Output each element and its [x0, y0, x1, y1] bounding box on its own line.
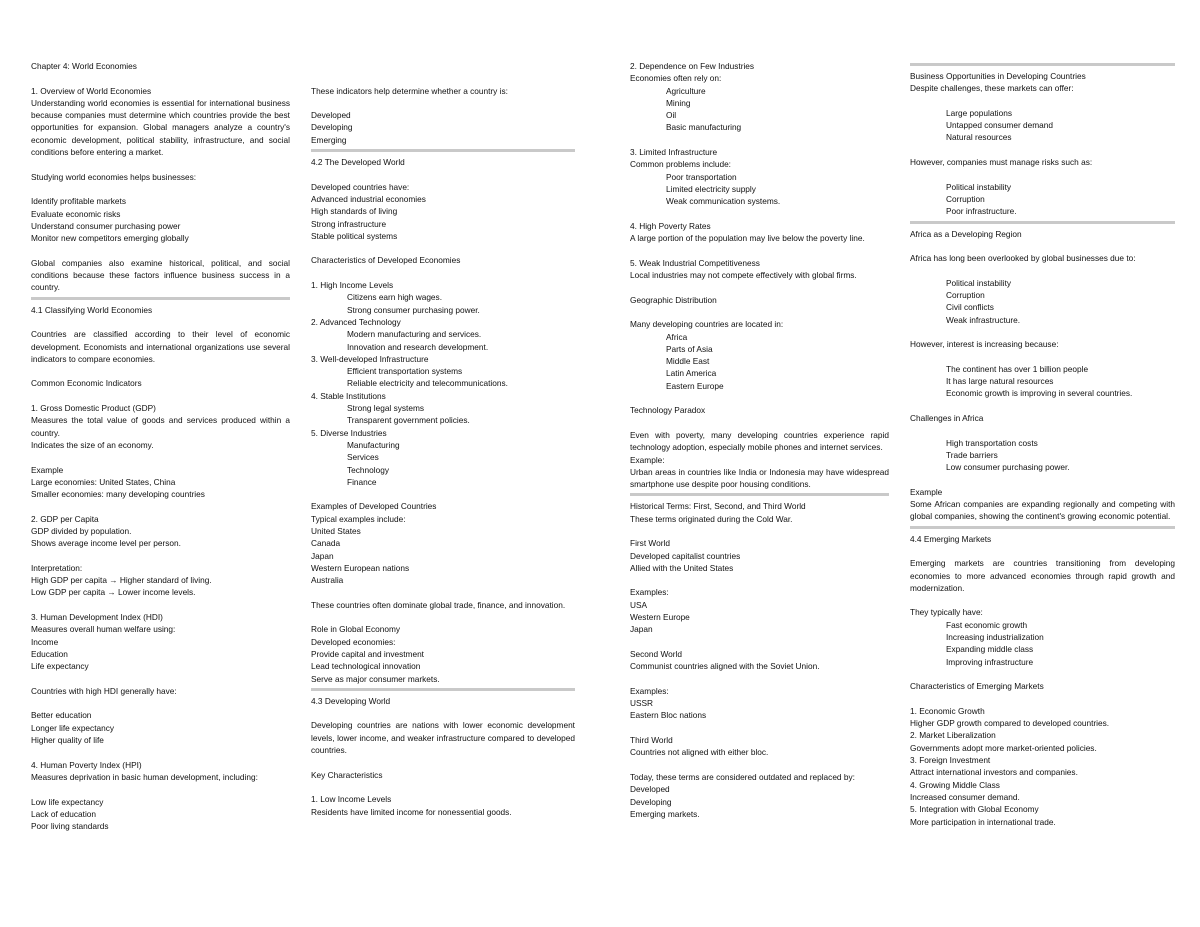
text-line: Characteristics of Emerging Markets	[910, 681, 1044, 692]
text-line: Indicates the size of an economy.	[31, 439, 154, 450]
text-line: Longer life expectancy	[31, 722, 115, 733]
paragraph: Developing countries are nations with lower economic development levels, lower income, and weaker infrastructure compared to developed countries.	[311, 720, 575, 756]
section-divider	[311, 149, 575, 152]
text-line: 4.3 Developing World	[311, 695, 391, 706]
text-line: Examples:	[630, 587, 669, 598]
blank-line	[311, 267, 575, 279]
list-item: Trade barriers	[946, 449, 998, 460]
list-item: Transparent government policies.	[347, 415, 470, 426]
text-line: Countries not aligned with either bloc.	[630, 747, 769, 758]
blank-line	[910, 424, 1175, 436]
text-line: Africa has long been overlooked by global businesses due to:	[910, 253, 1136, 264]
list-item: Untapped consumer demand	[946, 120, 1054, 131]
blank-line	[31, 183, 290, 195]
text-line: Developed countries have:	[311, 181, 410, 192]
text-line: Examples of Developed Countries	[311, 501, 437, 512]
list-item: Latin America	[666, 368, 717, 379]
text-line: Technology Paradox	[630, 405, 706, 416]
text-line: Monitor new competitors emerging globally	[31, 233, 189, 244]
text-line: Attract international investors and companies.	[910, 767, 1078, 778]
text-line: Governments adopt more market-oriented policies.	[910, 742, 1097, 753]
list-item: Strong consumer purchasing power.	[347, 304, 480, 315]
text-line: Studying world economies helps businesses:	[31, 171, 197, 182]
text-line: 5. Integration with Global Economy	[910, 804, 1039, 815]
list-item: Economic growth is improving in several countries.	[946, 388, 1133, 399]
section-divider	[31, 297, 290, 300]
list-item: Limited electricity supply	[666, 183, 756, 194]
text-line: Common Economic Indicators	[31, 378, 142, 389]
text-line: Western Europe	[630, 612, 690, 623]
blank-line	[31, 500, 290, 512]
text-line: Economies often rely on:	[630, 73, 722, 84]
text-line: GDP divided by population.	[31, 525, 132, 536]
text-line: Better education	[31, 710, 92, 721]
text-line: Interpretation:	[31, 562, 83, 573]
list-item: Fast economic growth	[946, 619, 1028, 630]
text-line: Higher GDP growth compared to developed countries.	[910, 718, 1110, 729]
blank-line	[910, 264, 1175, 276]
text-line: Challenges in Africa	[910, 413, 984, 424]
text-line: Provide capital and investment	[311, 648, 424, 659]
paragraph: Emerging markets are countries transitioning from developing economies to more advanced economies through rapid growth and modernization.	[910, 558, 1175, 593]
text-line: Stable political systems	[311, 230, 398, 241]
paragraph: Even with poverty, many developing countries experience rapid technology adoption, especially mobile phones and internet services.	[630, 429, 889, 453]
paragraph: Some African companies are expanding regionally and competing with global companies, showing the continent's growing economic potential.	[910, 499, 1175, 522]
text-line: Local industries may not compete effectively with global firms.	[630, 270, 857, 281]
text-line: Developing	[311, 122, 353, 133]
section-divider	[630, 493, 889, 496]
text-line: High standards of living	[311, 206, 398, 217]
list-item: Parts of Asia	[666, 343, 713, 354]
text-line: Advanced industrial economies	[311, 193, 426, 204]
blank-line	[311, 756, 575, 768]
blank-line	[910, 400, 1175, 412]
list-item: Increasing industrialization	[946, 632, 1044, 643]
text-line: First World	[630, 538, 670, 549]
text-line: High GDP per capita → Higher standard of living.	[31, 575, 212, 586]
list-item: Mining	[666, 97, 691, 108]
list-item: Natural resources	[946, 132, 1012, 143]
blank-line	[910, 474, 1175, 486]
paragraph: Measures the total value of goods and services produced within a country.	[31, 415, 290, 438]
list-item: Civil conflicts	[946, 302, 994, 313]
blank-line	[311, 586, 575, 598]
text-line: Developed capitalist countries	[630, 550, 741, 561]
column-3	[630, 60, 889, 820]
blank-line	[311, 707, 575, 719]
text-line: However, companies must manage risks such as:	[910, 157, 1093, 168]
blank-line	[630, 244, 889, 256]
text-line: 5. Diverse Industries	[311, 427, 387, 438]
list-item: Improving infrastructure	[946, 656, 1034, 667]
list-item: High transportation costs	[946, 437, 1038, 448]
list-item: Citizens earn high wages.	[347, 292, 443, 303]
blank-line	[31, 697, 290, 709]
blank-line	[31, 316, 290, 328]
text-line: 4.4 Emerging Markets	[910, 533, 992, 544]
blank-line	[910, 594, 1175, 606]
text-line: Low life expectancy	[31, 796, 104, 807]
blank-line	[31, 746, 290, 758]
text-line: Chapter 4: World Economies	[31, 61, 137, 71]
text-line: Common problems include:	[630, 159, 731, 170]
text-line: Example	[910, 486, 943, 497]
blank-line	[630, 134, 889, 146]
blank-line	[630, 759, 889, 771]
blank-line	[31, 599, 290, 611]
text-line: 2. Dependence on Few Industries	[630, 61, 755, 71]
text-line: Canada	[311, 538, 341, 549]
text-line: Second World	[630, 648, 682, 659]
text-line: Despite challenges, these markets can offer:	[910, 83, 1074, 94]
text-line: Large economies: United States, China	[31, 476, 176, 487]
blank-line	[31, 451, 290, 463]
blank-line	[630, 722, 889, 734]
blank-line	[910, 693, 1175, 705]
text-line: 1. High Income Levels	[311, 280, 394, 291]
text-line: Income	[31, 636, 59, 647]
text-line: Allied with the United States	[630, 562, 734, 573]
text-line: 3. Human Development Index (HDI)	[31, 612, 163, 623]
text-line: USA	[630, 599, 648, 610]
blank-line	[31, 365, 290, 377]
text-line: Identify profitable markets	[31, 196, 126, 207]
text-line: 1. Overview of World Economies	[31, 85, 152, 96]
list-item: Large populations	[946, 107, 1012, 118]
list-item: Africa	[666, 331, 688, 342]
blank-line	[910, 326, 1175, 338]
list-item: Poor infrastructure.	[946, 206, 1017, 217]
list-item: Weak infrastructure.	[946, 314, 1021, 325]
list-item: Low consumer purchasing power.	[946, 462, 1070, 473]
list-item: Finance	[347, 476, 377, 487]
blank-line	[910, 95, 1175, 107]
text-line: More participation in international trade.	[910, 816, 1056, 827]
blank-line	[630, 306, 889, 318]
text-line: Western European nations	[311, 562, 410, 573]
paragraph: These countries often dominate global trade, finance, and innovation.	[311, 599, 566, 610]
text-line: Key Characteristics	[311, 769, 383, 780]
paragraph: A large portion of the population may live below the poverty line.	[630, 233, 865, 244]
list-item: Strong legal systems	[347, 403, 425, 414]
text-line: 3. Foreign Investment	[910, 755, 991, 766]
text-line: Typical examples include:	[311, 513, 406, 524]
text-line: 2. Market Liberalization	[910, 730, 996, 741]
text-line: They typically have:	[910, 607, 983, 618]
paragraph: Global companies also examine historical, political, and social conditions because these factors influence business success in a country.	[31, 257, 290, 293]
blank-line	[311, 781, 575, 793]
list-item: Manufacturing	[347, 439, 400, 450]
blank-line	[311, 611, 575, 623]
list-item: Eastern Europe	[666, 380, 724, 391]
text-line: 4. Growing Middle Class	[910, 779, 1000, 790]
blank-line	[311, 60, 575, 72]
text-line: Geographic Distribution	[630, 294, 717, 305]
column-1	[31, 60, 290, 832]
text-line: United States	[311, 525, 361, 536]
list-item: Corruption	[946, 290, 985, 301]
text-line: Developed economies:	[311, 636, 396, 647]
text-line: Emerging	[311, 134, 347, 145]
text-line: 2. Advanced Technology	[311, 316, 401, 327]
list-item: Corruption	[946, 193, 985, 204]
list-item: Weak communication systems.	[666, 196, 781, 207]
blank-line	[910, 545, 1175, 557]
blank-line	[630, 417, 889, 429]
text-line: Lead technological innovation	[311, 661, 421, 672]
column-4	[910, 60, 1175, 828]
text-line: These indicators help determine whether a country is:	[311, 85, 508, 96]
text-line: Shows average income level per person.	[31, 538, 181, 549]
text-line: Eastern Bloc nations	[630, 710, 707, 721]
section-divider	[910, 63, 1175, 66]
text-line: 1. Gross Domestic Product (GDP)	[31, 403, 156, 414]
list-item: Services	[347, 452, 379, 463]
text-line: 4. High Poverty Rates	[630, 220, 711, 231]
text-line: Today, these terms are considered outdated and replaced by:	[630, 771, 855, 782]
list-item: Political instability	[946, 181, 1012, 192]
text-line: Example:	[630, 454, 665, 465]
text-line: Evaluate economic risks	[31, 208, 121, 219]
paragraph: Understanding world economies is essential for international business because companies must determine which countries provide the best opportunities for expansion. Global managers analyze a country's economic development, political stability, infrastructure, and social conditions before entering a market.	[31, 97, 290, 158]
text-line: Historical Terms: First, Second, and Third World	[630, 501, 806, 512]
blank-line	[630, 525, 889, 537]
text-line: Low GDP per capita → Lower income levels.	[31, 587, 196, 598]
list-item: Reliable electricity and telecommunications.	[347, 378, 508, 389]
text-line: Characteristics of Developed Economies	[311, 255, 461, 266]
text-line: Example	[31, 464, 64, 475]
text-line: 3. Well-developed Infrastructure	[311, 353, 429, 364]
text-line: Japan	[311, 550, 334, 561]
text-line: Australia	[311, 575, 344, 586]
text-line: Role in Global Economy	[311, 624, 401, 635]
text-line: 4. Human Poverty Index (HPI)	[31, 759, 142, 770]
blank-line	[910, 668, 1175, 680]
text-line: Lack of education	[31, 808, 97, 819]
list-item: Basic manufacturing	[666, 122, 742, 133]
blank-line	[311, 168, 575, 180]
list-item: Modern manufacturing and services.	[347, 329, 482, 340]
paragraph: Countries are classified according to their level of economic development. Economists and international organizations use several indicators to compare economies.	[31, 329, 290, 364]
list-item: The continent has over 1 billion people	[946, 363, 1089, 374]
list-item: Expanding middle class	[946, 644, 1034, 655]
list-item: Agriculture	[666, 85, 706, 96]
text-line: However, interest is increasing because:	[910, 339, 1059, 350]
text-line: 2. GDP per Capita	[31, 513, 99, 524]
blank-line	[311, 488, 575, 500]
text-line: 4.1 Classifying World Economies	[31, 304, 153, 315]
blank-line	[910, 240, 1175, 252]
blank-line	[630, 636, 889, 648]
text-line: Serve as major consumer markets.	[311, 673, 440, 684]
blank-line	[311, 242, 575, 254]
blank-line	[31, 550, 290, 562]
blank-line	[630, 281, 889, 293]
list-item: Oil	[666, 110, 677, 121]
blank-line	[630, 208, 889, 220]
blank-line	[31, 158, 290, 170]
text-line: Developing	[630, 796, 672, 807]
section-divider	[311, 688, 575, 691]
blank-line	[630, 574, 889, 586]
text-line: Life expectancy	[31, 661, 89, 672]
text-line: Africa as a Developing Region	[910, 228, 1022, 239]
blank-line	[910, 351, 1175, 363]
text-line: 1. Economic Growth	[910, 705, 985, 716]
blank-line	[311, 97, 575, 109]
column-2	[311, 60, 575, 818]
text-line: Understand consumer purchasing power	[31, 220, 181, 231]
text-line: Japan	[630, 624, 653, 635]
text-line: Emerging markets.	[630, 808, 700, 819]
text-line: 1. Low Income Levels	[311, 794, 392, 805]
list-item: Middle East	[666, 356, 710, 367]
list-item: It has large natural resources	[946, 376, 1054, 387]
text-line: Measures overall human welfare using:	[31, 624, 176, 635]
list-item: Efficient transportation systems	[347, 366, 463, 377]
text-line: 4.2 The Developed World	[311, 157, 405, 168]
text-line: These terms originated during the Cold War.	[630, 513, 793, 524]
blank-line	[31, 783, 290, 795]
list-item: Poor transportation	[666, 171, 737, 182]
text-line: Developed	[630, 784, 670, 795]
text-line: Developed	[311, 110, 351, 121]
text-line: 3. Limited Infrastructure	[630, 147, 718, 158]
text-line: Increased consumer demand.	[910, 791, 1020, 802]
blank-line	[31, 390, 290, 402]
text-line: Third World	[630, 735, 673, 746]
section-divider	[910, 526, 1175, 529]
section-divider	[910, 221, 1175, 224]
blank-line	[31, 244, 290, 256]
blank-line	[630, 392, 889, 404]
list-item: Political instability	[946, 277, 1012, 288]
list-item: Innovation and research development.	[347, 341, 489, 352]
blank-line	[910, 144, 1175, 156]
text-line: Education	[31, 648, 68, 659]
text-line: Smaller economies: many developing countries	[31, 489, 205, 500]
blank-line	[910, 168, 1175, 180]
text-line: Strong infrastructure	[311, 218, 387, 229]
text-line: 4. Stable Institutions	[311, 390, 386, 401]
text-line: USSR	[630, 698, 654, 709]
list-item: Technology	[347, 464, 389, 475]
text-line: Measures deprivation in basic human development, including:	[31, 771, 258, 782]
text-line: Many developing countries are located in:	[630, 319, 784, 330]
text-line: Poor living standards	[31, 821, 109, 832]
blank-line	[31, 72, 290, 84]
text-line: Higher quality of life	[31, 735, 104, 746]
paragraph: Urban areas in countries like India or Indonesia may have widespread smartphone use despite poor housing conditions.	[630, 466, 889, 490]
blank-line	[311, 72, 575, 84]
blank-line	[630, 673, 889, 685]
text-line: Examples:	[630, 685, 669, 696]
text-line: Communist countries aligned with the Soviet Union.	[630, 661, 820, 672]
text-line: Residents have limited income for nonessential goods.	[311, 806, 512, 817]
text-line: Countries with high HDI generally have:	[31, 685, 177, 696]
blank-line	[31, 673, 290, 685]
text-line: Business Opportunities in Developing Countries	[910, 71, 1086, 81]
text-line: 5. Weak Industrial Competitiveness	[630, 257, 760, 268]
